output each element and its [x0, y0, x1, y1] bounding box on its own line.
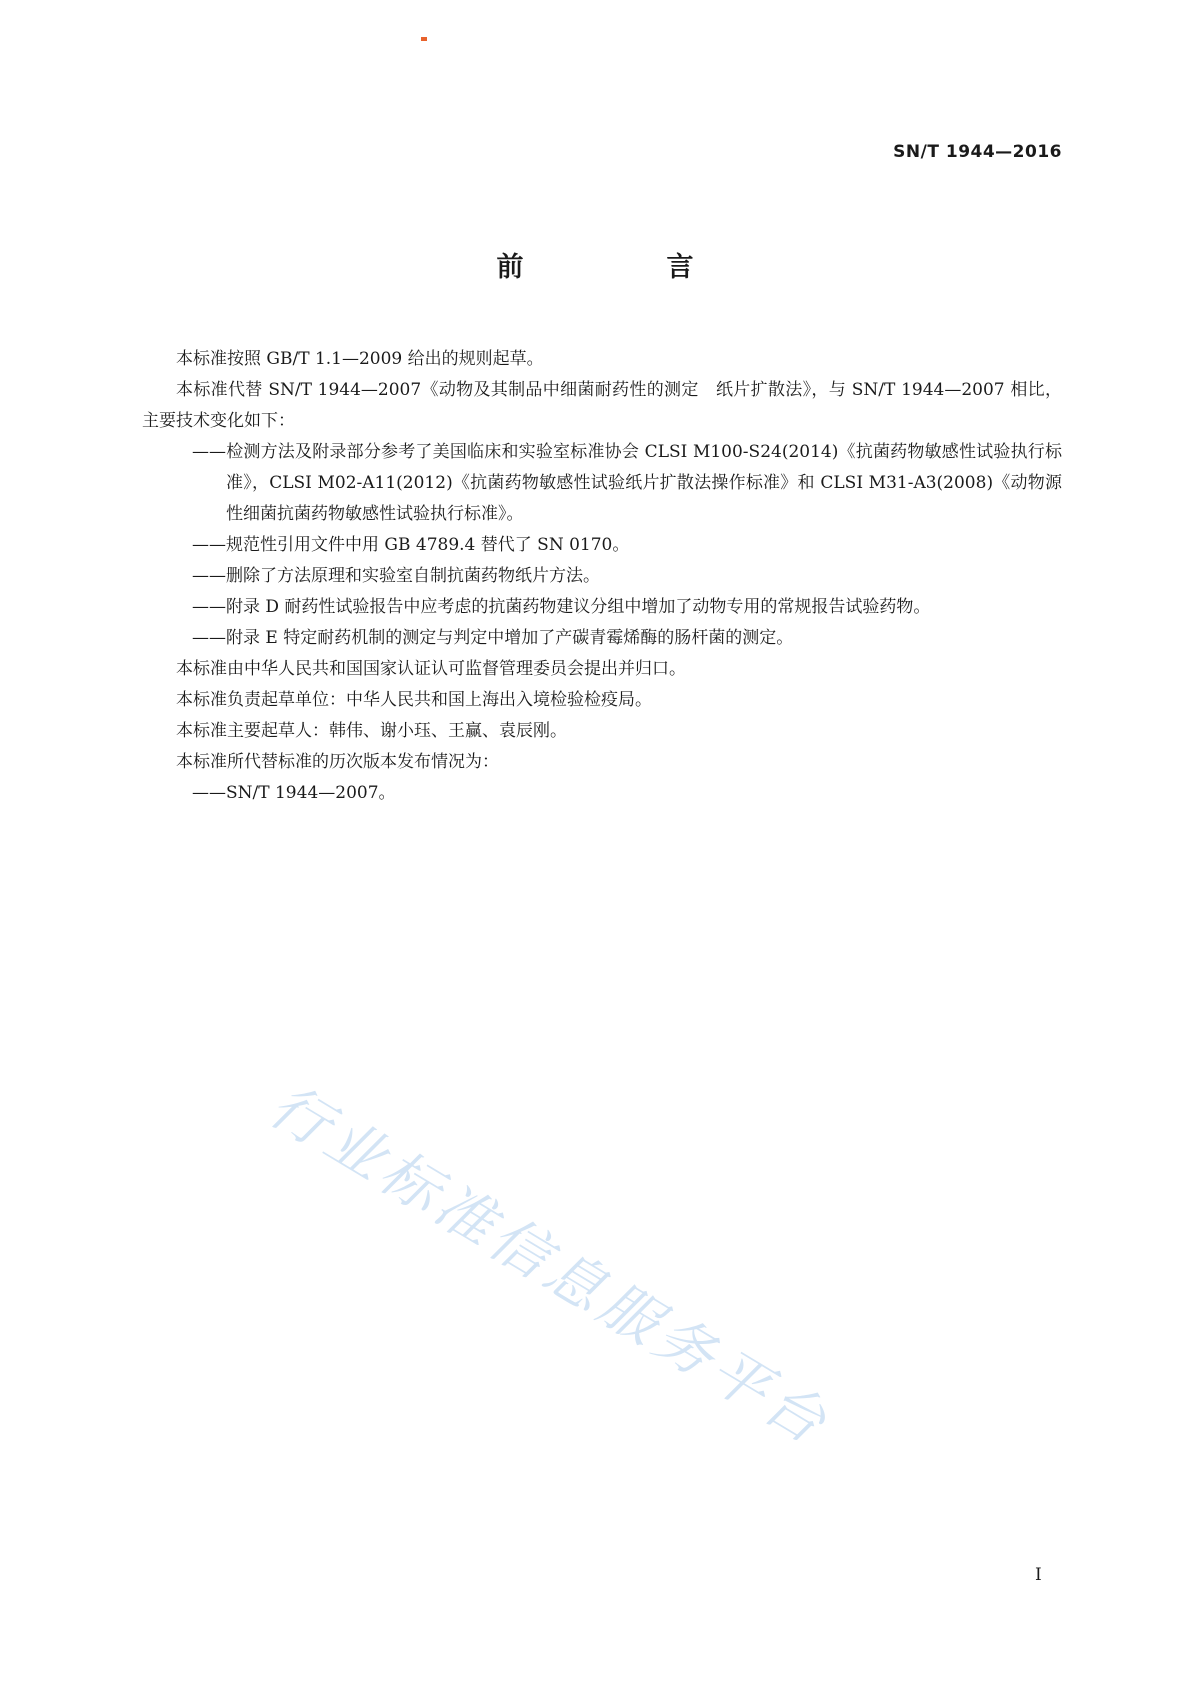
history-item — [142, 778, 1062, 809]
change-text: 检测方法及附录部分参考了美国临床和实验室标准协会 CLSI M100-S24(2014)《抗菌药物敏感性试验执行标准》，CLSI M02-A11(2012)《抗菌药物敏感性试验纸片扩散法操作标准》和 CLSI M31-A3(2008)《动物源性细菌抗菌药物敏感性试验执行标准》。 — [226, 442, 1062, 524]
paragraph-drafting-rules: 本标准按照 GB/T 1.1—2009 给出的规则起草。 — [176, 349, 544, 369]
page-number: I — [1035, 1565, 1042, 1585]
list-item — [142, 530, 1062, 561]
change-text: 删除了方法原理和实验室自制抗菌药物纸片方法。 — [226, 566, 600, 586]
dash-marker: —— — [192, 535, 226, 555]
dash-marker: —— — [192, 442, 226, 462]
paragraph-history-intro: 本标准所代替标准的历次版本发布情况为： — [176, 752, 499, 772]
paragraph-replacement: 本标准代替 SN/T 1944—2007《动物及其制品中细菌耐药性的测定 纸片扩散法》，与 SN/T 1944—2007 相比，主要技术变化如下： — [142, 380, 1062, 431]
change-text: 附录 E 特定耐药机制的测定与判定中增加了产碳青霉烯酶的肠杆菌的测定。 — [226, 628, 794, 648]
foreword-body — [142, 344, 1062, 809]
standard-code: SN/T 1944—2016 — [893, 142, 1062, 162]
change-text: 规范性引用文件中用 GB 4789.4 替代了 SN 0170。 — [226, 535, 630, 555]
dash-marker: —— — [192, 628, 226, 648]
dash-marker: —— — [192, 566, 226, 586]
list-item — [142, 592, 1062, 623]
dash-marker: —— — [192, 783, 226, 803]
dash-marker: —— — [192, 597, 226, 617]
list-item — [142, 561, 1062, 592]
history-text: SN/T 1944—2007。 — [226, 783, 396, 803]
paragraph-drafters: 本标准主要起草人：韩伟、谢小珏、王赢、袁辰刚。 — [176, 721, 567, 741]
change-text: 附录 D 耐药性试验报告中应考虑的抗菌药物建议分组中增加了动物专用的常规报告试验药物。 — [226, 597, 931, 617]
page-title: 前 言 — [496, 252, 752, 283]
top-color-mark — [421, 37, 427, 41]
list-item — [142, 623, 1062, 654]
watermark: 行业标准信息服务平台 — [258, 1071, 842, 1460]
paragraph-proposed-by: 本标准由中华人民共和国国家认证认可监督管理委员会提出并归口。 — [176, 659, 686, 679]
list-item — [142, 437, 1062, 530]
paragraph-drafting-unit: 本标准负责起草单位：中华人民共和国上海出入境检验检疫局。 — [176, 690, 652, 710]
